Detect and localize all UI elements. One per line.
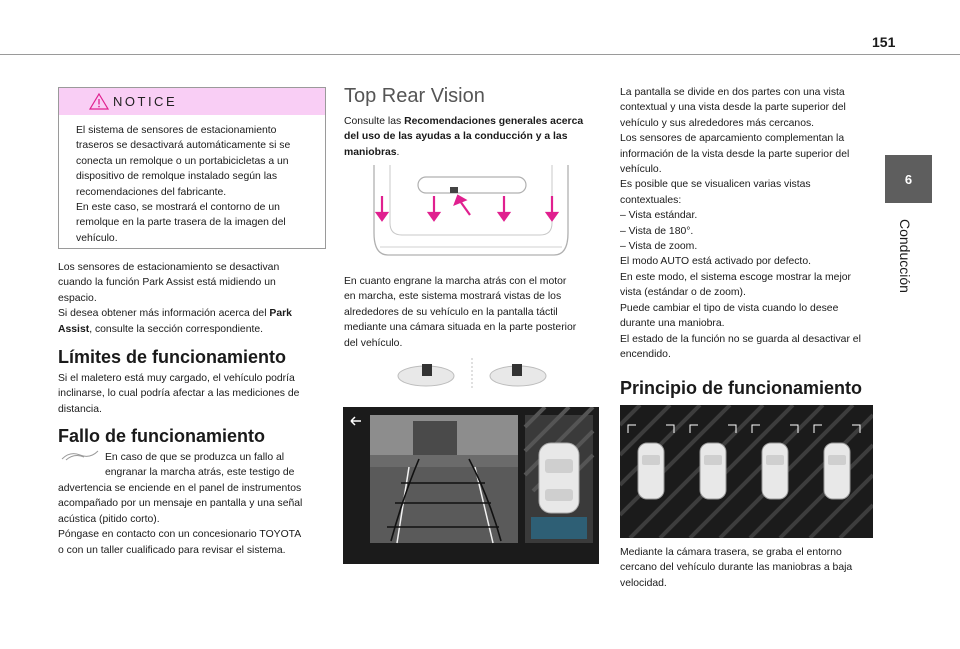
camera-screen-illustration [343,407,599,564]
text-line: Puede cambiar el tipo de vista cuando lo desee [620,302,839,314]
notice-line: recomendaciones del fabricante. [76,186,227,198]
text-line: Si el maletero está muy cargado, el vehículo podría [58,373,295,384]
notice-line: dispositivo de remolque instalado según las [76,171,278,183]
text-line: La pantalla se divide en dos partes con una vista [620,87,845,98]
text-line: vehículo. [620,164,662,176]
fault-text-indented [105,450,335,481]
notice-title: NOTICE [113,94,178,109]
text-line: durante una maniobra. [620,318,725,330]
vehicle-rear-illustration [366,163,576,263]
top-view-sequence-illustration [620,405,873,538]
text-line: acústica (pitido corto). [58,513,160,525]
text-line: del vehículo. [344,337,403,349]
fault-text [58,481,333,558]
text-line: Póngase en contacto con un concesionario TOYOTA [58,529,302,541]
park-assist-ref-cont: Assist, consulte la sección correspondiente. [58,323,264,335]
text-line: distancia. [58,403,102,415]
text-line: acompañado por un mensaje en pantalla y una señal [58,498,303,510]
text-line: El modo AUTO está activado por defecto. [620,256,811,268]
heading-top-rear-vision: Top Rear Vision [344,85,485,107]
notice-text [59,115,325,246]
text-line: – Vista de zoom. [620,241,698,253]
notice-header [59,88,325,115]
text-line: espacio. [58,292,97,304]
notice-line: conecta un remolque o un portabicicletas a un [76,155,289,167]
description-text [344,274,599,351]
right-column-text [620,85,875,362]
notice-line: El sistema de sensores de estacionamiento [76,125,277,136]
notice-line: traseros se desactivará automáticamente si se [76,140,291,152]
text-line: contextual y una vista desde la parte superior del [620,102,846,114]
park-assist-ref: Si desea obtener más información acerca del Park [58,308,292,320]
text-line: información de la vista desde la parte superior del [620,148,850,160]
text-line: En este modo, el sistema escoge mostrar la mejor [620,271,851,283]
text-line: vista (estándar o de zoom). [620,287,746,299]
notice-line: remolque en la parte trasera de la imagen del [76,217,286,229]
text-line: Mediante la cámara trasera, se graba el entorno [620,547,842,558]
text-line: – Vista estándar. [620,210,698,222]
left-column [58,260,333,337]
heading-principle: Principio de funcionamiento [620,378,863,398]
text-line: – Vista de 180°. [620,225,694,237]
limits-text [58,371,333,417]
text-line: mediante una cámara situada en la parte posterior [344,322,577,334]
text-line: maniobras. [344,146,400,158]
text-line: encendido. [620,348,671,360]
text-line: en marcha, este sistema mostrará vistas de los [344,291,562,303]
text-line: cercano del vehículo durante las maniobras a baja [620,562,853,574]
text-line: inclinarse, lo cual podría afectar a las mediciones de [58,388,300,400]
heading-fault: Fallo de funcionamiento [58,426,266,446]
text-line: Consulte las Recomendaciones generales acerca [344,116,584,127]
text-line: alrededores de su vehículo en la pantalla táctil [344,306,558,318]
text-line: Los sensores de aparcamiento complementan la [620,133,845,145]
page-number: 151 [872,34,896,50]
heading-limits: Límites de funcionamiento [58,347,287,367]
text-line: En cuanto engrane la marcha atrás con el motor [344,276,567,287]
warning-lamp-icon [60,449,100,461]
text-line: velocidad. [620,577,667,589]
text-line: Es posible que se visualicen varias vistas [620,179,811,191]
consult-text [344,114,599,160]
text-line: Los sensores de estacionamiento se desactivan [58,262,280,273]
header-rule [0,54,960,55]
text-line: engranar la marcha atrás, este testigo de [105,467,295,479]
notice-line: En este caso, se mostrará el contorno de un [76,202,280,214]
chapter-label: Conducción [897,219,913,293]
text-line: o con un taller cualificado para revisar el sistema. [58,544,286,556]
text-line: contextuales: [620,194,682,206]
text-line: advertencia se enciende en el panel de instrumentos [58,483,302,494]
text-line: cuando la función Park Assist está midiendo un [58,277,276,289]
text-line: En caso de que se produzca un fallo al [105,452,285,463]
caption-text [620,545,875,591]
text-line: El estado de la función no se guarda al desactivar el [620,333,861,345]
text-line: vehículo y sus alrededores más cercanos. [620,117,815,129]
chapter-tab[interactable]: 6 [885,155,932,203]
notice-line: vehículo. [76,232,118,244]
text-line: del uso de las ayudas a la conducción y a las [344,131,568,143]
warning-triangle-icon [89,93,109,110]
mirror-camera-illustration [392,356,552,392]
notice-box [58,87,326,249]
